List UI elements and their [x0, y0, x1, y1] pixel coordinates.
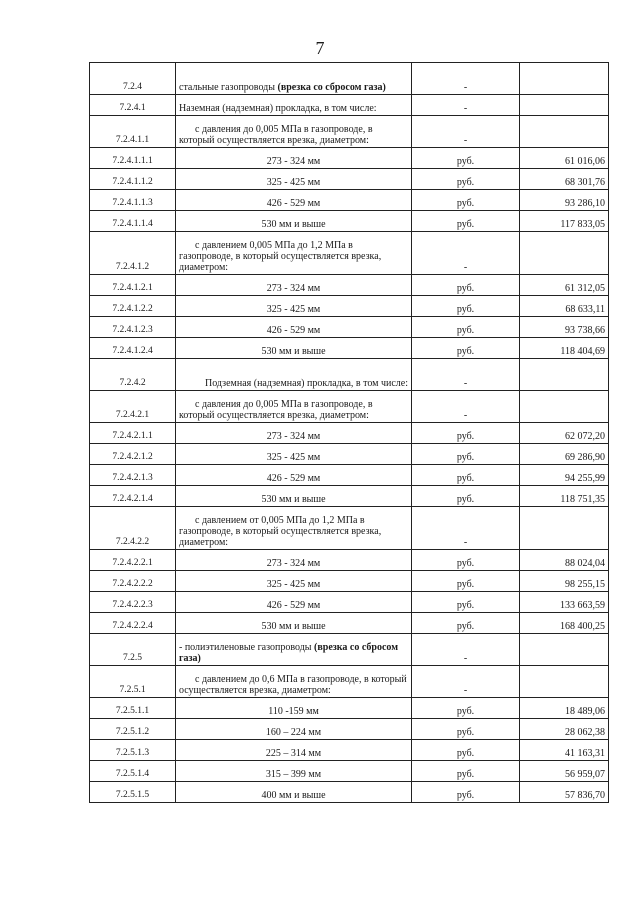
row-description: с давлением от 0,005 МПа до 1,2 МПа в газопроводе, в который осуществляется врезка, диаметром: — [176, 507, 412, 550]
row-unit: - — [412, 666, 520, 698]
row-value: 62 072,20 — [520, 423, 609, 444]
row-description: 400 мм и выше — [176, 782, 412, 803]
row-code: 7.2.5.1.3 — [90, 740, 176, 761]
row-unit: руб. — [412, 190, 520, 211]
table-row — [90, 592, 609, 613]
row-value: 41 163,31 — [520, 740, 609, 761]
row-code: 7.2.4.2.1.4 — [90, 486, 176, 507]
row-value: 133 663,59 — [520, 592, 609, 613]
row-value: 117 833,05 — [520, 211, 609, 232]
row-value: 61 016,06 — [520, 148, 609, 169]
row-description: 325 - 425 мм — [176, 169, 412, 190]
row-unit: - — [412, 359, 520, 391]
row-description: 530 мм и выше — [176, 486, 412, 507]
row-description: 530 мм и выше — [176, 211, 412, 232]
row-description: 315 – 399 мм — [176, 761, 412, 782]
row-unit: руб. — [412, 782, 520, 803]
row-value — [520, 95, 609, 116]
row-code: 7.2.4.1.1 — [90, 116, 176, 148]
row-unit: руб. — [412, 211, 520, 232]
row-value — [520, 507, 609, 550]
row-unit: - — [412, 95, 520, 116]
table-row — [90, 634, 609, 666]
row-value: 18 489,06 — [520, 698, 609, 719]
row-code: 7.2.4.1.1.4 — [90, 211, 176, 232]
row-description: 426 - 529 мм — [176, 190, 412, 211]
row-code: 7.2.4.1.1.1 — [90, 148, 176, 169]
row-description: с давлением до 0,6 МПа в газопроводе, в который осуществляется врезка, диаметром: — [176, 666, 412, 698]
row-unit: руб. — [412, 169, 520, 190]
row-unit: - — [412, 116, 520, 148]
row-value: 57 836,70 — [520, 782, 609, 803]
row-description-bold: (врезка со сбросом газа) — [179, 642, 399, 664]
row-value: 93 286,10 — [520, 190, 609, 211]
row-unit: - — [412, 507, 520, 550]
row-value: 28 062,38 — [520, 719, 609, 740]
row-code: 7.2.4.2.2 — [90, 507, 176, 550]
row-unit: руб. — [412, 275, 520, 296]
table-row — [90, 296, 609, 317]
row-description — [176, 634, 412, 666]
table-row — [90, 169, 609, 190]
row-description: 325 - 425 мм — [176, 571, 412, 592]
table-row — [90, 571, 609, 592]
table-row — [90, 63, 609, 95]
row-code: 7.2.5.1.2 — [90, 719, 176, 740]
row-description-bold: (врезка со сбросом газа) — [277, 82, 386, 93]
row-description: 325 - 425 мм — [176, 296, 412, 317]
row-code: 7.2.5 — [90, 634, 176, 666]
row-description: 110 -159 мм — [176, 698, 412, 719]
table-row — [90, 782, 609, 803]
row-description: 273 - 324 мм — [176, 275, 412, 296]
row-description: 225 – 314 мм — [176, 740, 412, 761]
row-unit: руб. — [412, 465, 520, 486]
row-code: 7.2.4.2.2.1 — [90, 550, 176, 571]
row-value — [520, 116, 609, 148]
row-value: 93 738,66 — [520, 317, 609, 338]
row-unit: руб. — [412, 148, 520, 169]
row-value: 61 312,05 — [520, 275, 609, 296]
row-description: 160 – 224 мм — [176, 719, 412, 740]
row-value: 98 255,15 — [520, 571, 609, 592]
row-unit: - — [412, 232, 520, 275]
row-code: 7.2.5.1.4 — [90, 761, 176, 782]
table-row — [90, 666, 609, 698]
table-row — [90, 507, 609, 550]
table-row — [90, 740, 609, 761]
row-value: 69 286,90 — [520, 444, 609, 465]
row-value — [520, 391, 609, 423]
row-unit: руб. — [412, 761, 520, 782]
table-row — [90, 359, 609, 391]
table-row — [90, 423, 609, 444]
row-description: 273 - 324 мм — [176, 148, 412, 169]
table-row — [90, 317, 609, 338]
row-description: Подземная (надземная) прокладка, в том числе: — [176, 359, 412, 391]
row-code: 7.2.4.2.2.2 — [90, 571, 176, 592]
row-code: 7.2.4.2 — [90, 359, 176, 391]
row-unit: руб. — [412, 423, 520, 444]
row-code: 7.2.4 — [90, 63, 176, 95]
row-code: 7.2.4.2.2.4 — [90, 613, 176, 634]
row-unit: руб. — [412, 592, 520, 613]
table-row — [90, 613, 609, 634]
row-unit: - — [412, 634, 520, 666]
row-code: 7.2.4.2.2.3 — [90, 592, 176, 613]
row-unit: руб. — [412, 486, 520, 507]
row-description: 426 - 529 мм — [176, 317, 412, 338]
tariff-table — [89, 62, 609, 803]
row-code: 7.2.4.1.2.1 — [90, 275, 176, 296]
row-code: 7.2.4.1.2 — [90, 232, 176, 275]
table-row — [90, 465, 609, 486]
row-description: 273 - 324 мм — [176, 423, 412, 444]
row-value: 118 404,69 — [520, 338, 609, 359]
row-unit: руб. — [412, 444, 520, 465]
row-description: 426 - 529 мм — [176, 465, 412, 486]
row-code: 7.2.5.1.5 — [90, 782, 176, 803]
row-description-text: - полиэтиленовые газопроводы — [179, 642, 315, 653]
row-description — [176, 63, 412, 95]
row-unit: руб. — [412, 550, 520, 571]
row-description: 530 мм и выше — [176, 613, 412, 634]
row-value: 94 255,99 — [520, 465, 609, 486]
row-value: 118 751,35 — [520, 486, 609, 507]
page-number: 7 — [315, 38, 325, 58]
row-unit: - — [412, 63, 520, 95]
row-code: 7.2.4.1.2.3 — [90, 317, 176, 338]
row-unit: руб. — [412, 740, 520, 761]
row-value — [520, 666, 609, 698]
row-description: с давлением 0,005 МПа до 1,2 МПа в газопроводе, в который осуществляется врезка, диаметром: — [176, 232, 412, 275]
row-unit: руб. — [412, 338, 520, 359]
table-row — [90, 95, 609, 116]
row-unit: руб. — [412, 296, 520, 317]
table-row — [90, 275, 609, 296]
table-row — [90, 444, 609, 465]
table-row — [90, 486, 609, 507]
row-code: 7.2.4.1 — [90, 95, 176, 116]
row-description: 426 - 529 мм — [176, 592, 412, 613]
row-unit: руб. — [412, 317, 520, 338]
row-value — [520, 359, 609, 391]
row-value — [520, 63, 609, 95]
table-row — [90, 550, 609, 571]
row-value: 68 301,76 — [520, 169, 609, 190]
row-unit: руб. — [412, 698, 520, 719]
row-code: 7.2.4.2.1.2 — [90, 444, 176, 465]
row-value: 68 633,11 — [520, 296, 609, 317]
row-description: с давления до 0,005 МПа в газопроводе, в который осуществляется врезка, диаметром: — [176, 116, 412, 148]
row-code: 7.2.4.1.2.2 — [90, 296, 176, 317]
row-description: с давления до 0,005 МПа в газопроводе, в который осуществляется врезка, диаметром: — [176, 391, 412, 423]
row-description-text: стальные газопроводы — [179, 82, 278, 93]
row-value: 168 400,25 — [520, 613, 609, 634]
table-row — [90, 391, 609, 423]
row-code: 7.2.4.1.1.3 — [90, 190, 176, 211]
table-row — [90, 148, 609, 169]
row-code: 7.2.4.1.1.2 — [90, 169, 176, 190]
table-row — [90, 338, 609, 359]
table-row — [90, 116, 609, 148]
row-value: 88 024,04 — [520, 550, 609, 571]
table-row — [90, 211, 609, 232]
row-code: 7.2.4.2.1.3 — [90, 465, 176, 486]
row-value — [520, 634, 609, 666]
row-code: 7.2.5.1.1 — [90, 698, 176, 719]
row-description: 325 - 425 мм — [176, 444, 412, 465]
row-code: 7.2.5.1 — [90, 666, 176, 698]
row-code: 7.2.4.2.1 — [90, 391, 176, 423]
row-description: 273 - 324 мм — [176, 550, 412, 571]
row-unit: - — [412, 391, 520, 423]
row-description: Наземная (надземная) прокладка, в том числе: — [176, 95, 412, 116]
row-description: 530 мм и выше — [176, 338, 412, 359]
row-value — [520, 232, 609, 275]
row-unit: руб. — [412, 613, 520, 634]
table-row — [90, 761, 609, 782]
table-row — [90, 190, 609, 211]
table-row — [90, 698, 609, 719]
row-code: 7.2.4.2.1.1 — [90, 423, 176, 444]
table-row — [90, 719, 609, 740]
row-unit: руб. — [412, 719, 520, 740]
row-value: 56 959,07 — [520, 761, 609, 782]
row-code: 7.2.4.1.2.4 — [90, 338, 176, 359]
table-row — [90, 232, 609, 275]
row-unit: руб. — [412, 571, 520, 592]
